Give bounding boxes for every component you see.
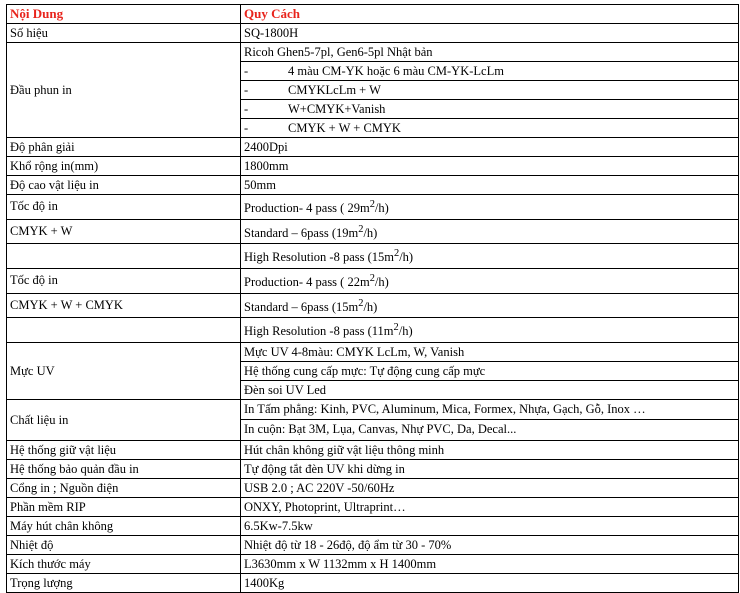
superscript: 2 [358,223,364,235]
head-option: W+CMYK+Vanish [288,102,386,116]
table-row [7,138,739,157]
table-row [7,219,739,244]
row-value: Hút chân không giữ vật liệu thông minh [241,440,739,459]
row-label: Cổng in ; Nguồn điện [7,478,241,497]
row-label: Độ cao vật liệu in [7,176,241,195]
row-value: Ricoh Ghen5-7pl, Gen6-5pl Nhật bản [241,43,739,62]
row-value: Tự động tắt đèn UV khi dừng in [241,459,739,478]
table-row [7,24,739,43]
spec-table [6,4,739,593]
row-value: Hệ thống cung cấp mực: Tự động cung cấp mực [241,361,739,380]
row-value: USB 2.0 ; AC 220V -50/60Hz [241,478,739,497]
row-value [241,100,739,119]
row-value: 2400Dpi [241,138,739,157]
row-value: Đèn soi UV Led [241,380,739,399]
row-value: High Resolution -8 pass $(15m^2/h)$ [241,244,739,269]
dash-bullet: - [244,102,249,116]
table-row [7,459,739,478]
table-row [7,268,739,293]
table-row [7,293,739,318]
row-value: 6.5Kw-7.5kw [241,516,739,535]
row-label: Độ phân giải [7,138,241,157]
row-value: 1400Kg [241,573,739,592]
row-label: CMYK + W + CMYK [7,293,241,318]
table-row [7,399,739,420]
row-label-empty [7,244,241,269]
head-option: CMYK + W + CMYK [288,121,401,135]
row-value [241,62,739,81]
table-row [7,516,739,535]
row-label: Đầu phun in [7,43,241,138]
superscript: 2 [369,272,375,284]
row-value: Standard – 6pass $(19m^2/h)$ [241,219,739,244]
superscript: 2 [393,322,399,334]
table-row [7,497,739,516]
row-value: 1800mm [241,157,739,176]
row-label-empty [7,318,241,343]
row-label: Phần mềm RIP [7,497,241,516]
table-header-row [7,5,739,24]
table-row [7,43,739,62]
table-row [7,535,739,554]
row-value: In cuộn: Bạt 3M, Lụa, Canvas, Nhự PVC, Da, Decal... [241,420,739,441]
table-row [7,318,739,343]
row-value: SQ-1800H [241,24,739,43]
row-value [241,119,739,138]
row-label: Số hiệu [7,24,241,43]
head-option: 4 màu CM-YK hoặc 6 màu CM-YK-LcLm [288,64,504,78]
row-label: Hệ thống bảo quản đầu in [7,459,241,478]
table-row [7,157,739,176]
row-label: Mực UV [7,342,241,399]
row-value: ONXY, Photoprint, Ultraprint… [241,497,739,516]
table-row [7,440,739,459]
row-value: Production- 4 pass ( $29m^2/h$) [241,195,739,220]
row-label: Trọng lượng [7,573,241,592]
dash-bullet: - [244,64,249,78]
row-value: High Resolution -8 pass $(11m^2/h)$ [241,318,739,343]
row-value [241,81,739,100]
superscript: 2 [394,248,400,260]
row-label: Máy hút chân không [7,516,241,535]
row-value: Nhiệt độ từ 18 - 26độ, độ ẩm từ 30 - 70% [241,535,739,554]
table-row [7,554,739,573]
row-label: Tốc độ in [7,268,241,293]
row-value: Mực UV 4-8màu: CMYK LcLm, W, Vanish [241,342,739,361]
row-label: Chất liệu in [7,399,241,440]
row-label: Tốc độ in [7,195,241,220]
row-label: Nhiệt độ [7,535,241,554]
row-value: Production- 4 pass ( $22m^2/h$) [241,268,739,293]
head-option: CMYKLcLm + W [288,83,381,97]
row-value: L3630mm x W 1132mm x H 1400mm [241,554,739,573]
row-label: Kích thước máy [7,554,241,573]
superscript: 2 [369,199,375,210]
row-value: 50mm [241,176,739,195]
row-value: In Tấm phẳng: Kinh, PVC, Aluminum, Mica, Formex, Nhựa, Gạch, Gỗ, Inox … [241,399,739,420]
row-label: Hệ thống giữ vật liệu [7,440,241,459]
header-spec: Quy Cách [241,5,739,24]
table-row [7,195,739,220]
table-row [7,176,739,195]
row-label: Khổ rộng in(mm) [7,157,241,176]
dash-bullet: - [244,121,249,135]
row-value: Standard – 6pass $(15m^2/h)$ [241,293,739,318]
dash-bullet: - [244,83,249,97]
header-content: Nội Dung [7,5,241,24]
table-row [7,478,739,497]
superscript: 2 [358,297,364,309]
table-row [7,342,739,361]
row-label: CMYK + W [7,219,241,244]
table-row [7,244,739,269]
